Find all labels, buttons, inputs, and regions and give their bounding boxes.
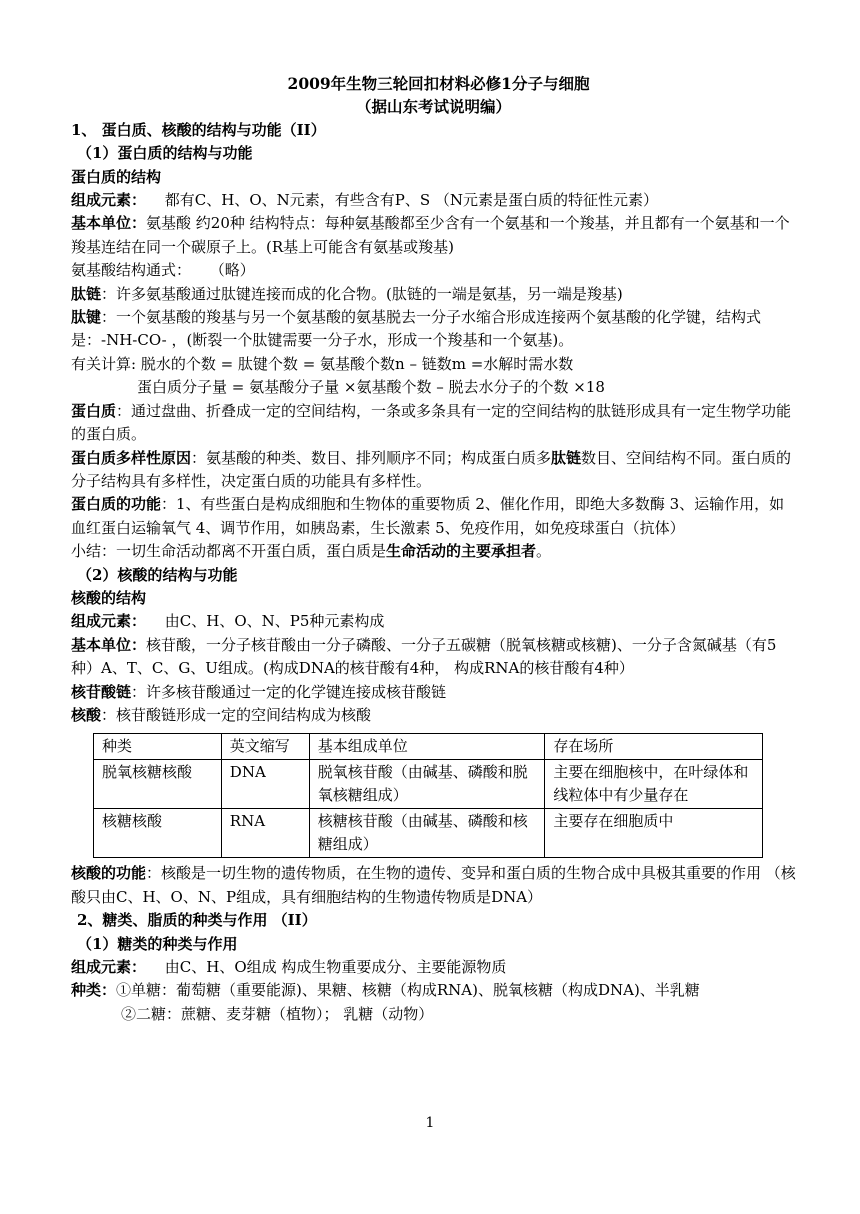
label-protein: 蛋白质 — [71, 401, 117, 420]
section-1-1-heading: （1）蛋白质的结构与功能 — [77, 144, 253, 163]
label-protein-function: 蛋白质的功能 — [71, 495, 162, 514]
amino-formula-label: 氨基酸结构通式： — [71, 261, 192, 280]
summary-a: 小结：一切生命活动都离不开蛋白质，蛋白质是 — [71, 542, 387, 561]
label-diversity: 蛋白质多样性原因 — [71, 448, 192, 467]
table-header-row — [94, 734, 763, 760]
nucleic-acid-def — [71, 704, 796, 727]
diversity-text-b: 数目、空间结构不同。蛋白质的分子结构具有多样性，决定蛋白质的功能具有多样性。 — [71, 448, 792, 490]
peptide-bond — [71, 306, 796, 353]
nucleic-acid-text: ：核苷酸链形成一定的空间结构成为核酸 — [101, 705, 372, 724]
table-cell: 核糖核酸 — [94, 809, 222, 858]
nucleic-acid-table — [93, 733, 763, 858]
nucleic-function — [71, 862, 796, 909]
peptide-bond-text: ：一个氨基酸的羧基与另一个氨基酸的氨基脱去一分子水缩合形成连接两个氨基酸的化学键，结构式是：-NH-CO- ，(断裂一个肽键需要一分子水，形成一个羧基和一个氨基)。 — [71, 308, 762, 350]
label-peptide-bond: 肽键 — [71, 308, 102, 327]
label-na-elements: 组成元素： — [71, 612, 147, 631]
label-peptide-chain: 肽链 — [71, 284, 102, 303]
amino-formula — [71, 259, 796, 282]
diversity-text-a: ：氨基酸的种类、数目、排列顺序不同；构成蛋白质多 — [191, 448, 552, 467]
calc-line-2: 蛋白质分子量 = 氨基酸分子量 ×氨基酸个数 – 脱去水分子的个数 ×18 — [137, 378, 605, 397]
nucleic-elements — [71, 610, 796, 633]
amino-formula-value: （略） — [209, 261, 255, 280]
label-nucleotide-chain: 核苷酸链 — [71, 682, 132, 701]
sugar-kinds-1-text: ①单糖：葡萄糖（重要能源)、果糖、核糖（构成RNA)、脱氧核糖（构成DNA)、半乳糖 — [116, 981, 700, 1000]
protein-function — [71, 493, 796, 540]
protein-unit-text: 氨基酸 约20种 结构特点：每种氨基酸都至少含有一个氨基和一个羧基，并且都有一个氨基和一个羧基连结在同一个碳原子上。(R基上可能含有氨基或羧基) — [71, 214, 790, 256]
table-cell: 脱氧核糖核酸 — [94, 760, 222, 809]
nucleic-elements-text: 由C、H、O、N、P5种元素构成 — [164, 612, 385, 631]
nucleic-unit-text: 核苷酸，一分子核苷酸由一分子磷酸、一分子五碳糖（脱氧核糖或核糖)、一分子含氮碱基（有5种）A、T、C、G、U组成。(构成DNA的核苷酸有4种， 构成RNA的核苷酸有4种） — [71, 635, 777, 678]
label-na-unit: 基本单位： — [71, 635, 147, 654]
label-elements: 组成元素： — [71, 191, 147, 210]
calc-line-1: 有关计算: 脱水的个数 = 肽键个数 = 氨基酸个数n – 链数m =水解时需水数 — [71, 354, 574, 373]
sugar-elements-text: 由C、H、O组成 构成生物重要成分、主要能源物质 — [164, 958, 507, 976]
table-row — [94, 760, 763, 809]
peptide-chain — [71, 283, 796, 306]
protein-def — [71, 400, 796, 447]
doc-title: 2009年生物三轮回扣材料必修1分子与细胞 — [287, 74, 590, 93]
label-kinds: 种类： — [71, 981, 117, 1000]
label-sugar-elements: 组成元素： — [71, 958, 147, 976]
protein-unit — [71, 212, 796, 259]
table-cell: 主要在细胞核中，在叶绿体和线粒体中有少量存在 — [545, 760, 763, 809]
table-cell: 核糖核苷酸（由碱基、磷酸和核糖组成） — [309, 809, 545, 858]
nucleotide-chain-text: ：许多核苷酸通过一定的化学键连接成核苷酸链 — [131, 682, 447, 701]
sugar-elements — [71, 956, 796, 979]
protein-structure-heading: 蛋白质的结构 — [71, 167, 162, 186]
table-header-cell: 英文缩写 — [221, 734, 309, 760]
protein-diversity — [71, 447, 796, 494]
document-page — [71, 72, 796, 1026]
table-cell: DNA — [221, 760, 309, 809]
table-header-cell: 种类 — [94, 734, 222, 760]
table-cell: RNA — [221, 809, 309, 858]
diversity-bold: 肽链 — [551, 448, 582, 467]
table-row — [94, 809, 763, 858]
table-cell: 脱氧核苷酸（由碱基、磷酸和脱氧核糖组成） — [309, 760, 545, 809]
nucleic-function-text: ：核酸是一切生物的遗传物质，在生物的遗传、变异和蛋白质的生物合成中具极其重要的作用 （核酸只由C、H、O、N、P组成，具有细胞结构的生物遗传物质是DNA） — [71, 864, 796, 906]
section-1-heading: 1、 蛋白质、核酸的结构与功能（II） — [71, 120, 326, 139]
summary-bold: 生命活动的主要承担者 — [386, 542, 537, 561]
protein-function-text: ：1、有些蛋白是构成细胞和生物体的重要物质 2、催化作用，即绝大多数酶 3、运输作用，如血红蛋白运输氧气 4、调节作用，如胰岛素，生长激素 5、免疫作用，如免疫球蛋白（抗体） — [71, 495, 785, 537]
sugar-kinds-1 — [71, 979, 796, 1002]
section-2-heading: 2、糖类、脂质的种类与作用 （II） — [77, 911, 317, 930]
summary-c: 。 — [536, 542, 552, 561]
protein-elements-text: 都有C、H、O、N元素，有些含有P、S （N元素是蛋白质的特征性元素） — [164, 191, 659, 210]
table-header-cell: 基本组成单位 — [309, 734, 545, 760]
doc-subtitle: （据山东考试说明编） — [355, 97, 511, 117]
table-cell: 主要存在细胞质中 — [545, 809, 763, 858]
summary — [71, 540, 796, 563]
nucleic-unit — [71, 634, 796, 681]
sugar-kinds-2: ②二糖：蔗糖、麦芽糖（植物）； 乳糖（动物） — [121, 1004, 434, 1023]
section-2-1-heading: （1）糖类的种类与作用 — [77, 934, 238, 953]
label-na-function: 核酸的功能 — [71, 864, 147, 883]
protein-def-text: ：通过盘曲、折叠成一定的空间结构，一条或多条具有一定的空间结构的肽链形成具有一定生物学功能的蛋白质。 — [71, 401, 792, 444]
label-unit: 基本单位： — [71, 214, 147, 233]
page-number: 1 — [425, 1115, 435, 1131]
nucleotide-chain — [71, 681, 796, 704]
label-nucleic-acid: 核酸 — [71, 705, 102, 724]
protein-elements — [71, 189, 796, 212]
table-header-cell: 存在场所 — [545, 734, 763, 760]
peptide-chain-text: ：许多氨基酸通过肽键连接而成的化合物。(肽链的一端是氨基，另一端是羧基) — [101, 284, 623, 303]
section-1-2-heading: （2）核酸的结构与功能 — [77, 565, 238, 584]
nucleic-structure-heading: 核酸的结构 — [71, 588, 147, 607]
